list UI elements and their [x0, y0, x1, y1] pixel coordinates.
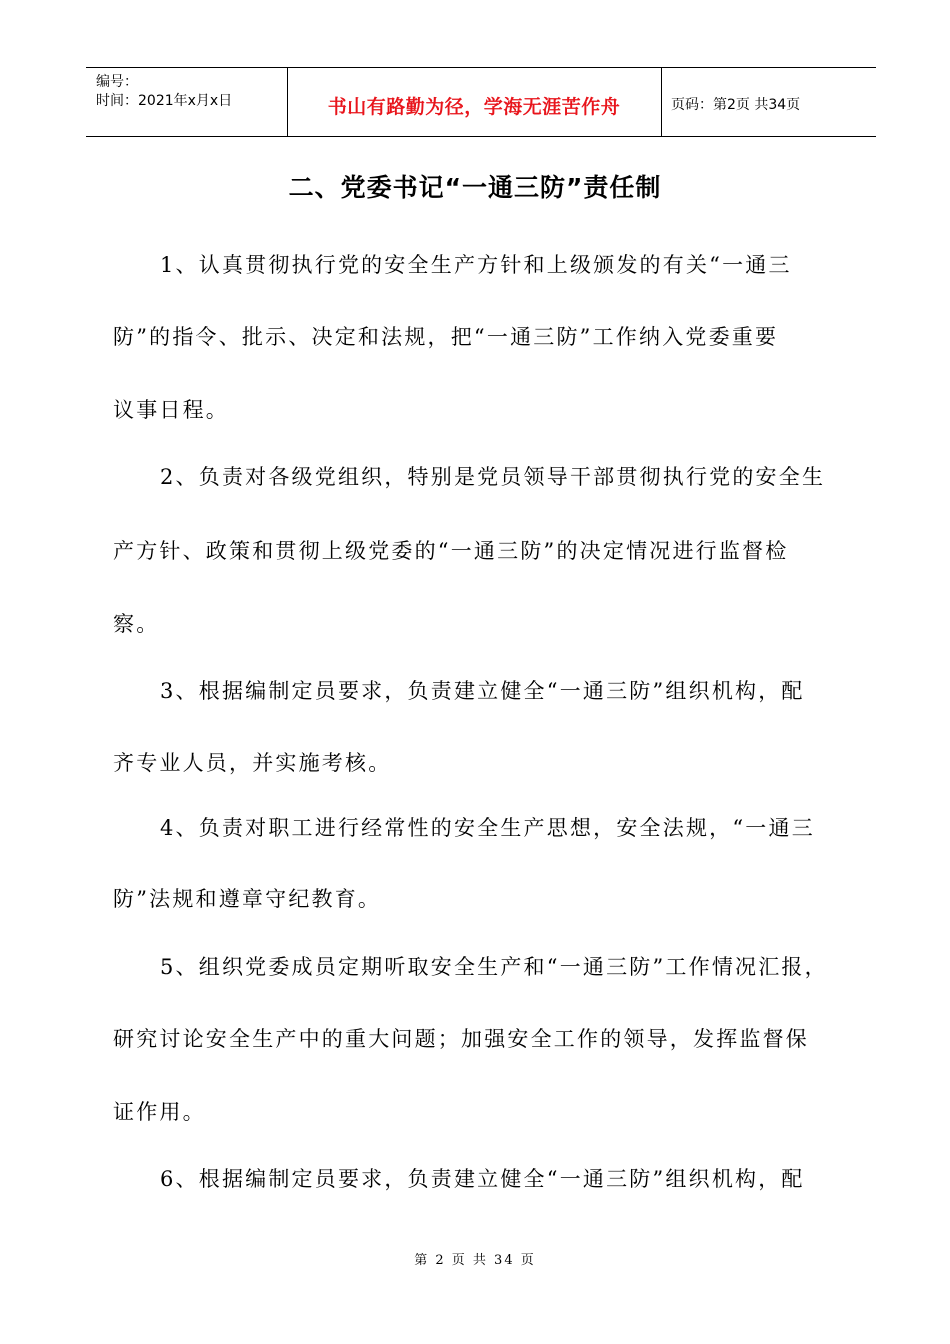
paragraph-6-line-1: 6、根据编制定员要求，负责建立健全“一通三防”组织机构，配 — [160, 1167, 805, 1191]
header-page-cell — [661, 68, 876, 136]
motto-text: 书山有路勤为径，学海无涯苦作舟 — [327, 96, 621, 118]
number-label: 编号： — [96, 74, 138, 90]
paragraph-1-line-3: 议事日程。 — [113, 398, 229, 422]
paragraph-3-line-1: 3、根据编制定员要求，负责建立健全“一通三防”组织机构，配 — [160, 679, 805, 703]
paragraph-1-line-2: 防”的指令、批示、决定和法规，把“一通三防”工作纳入党委重要 — [113, 325, 779, 349]
header-table — [86, 67, 876, 137]
page-info: 页码：第2页 共34页 — [671, 97, 801, 113]
document-title: 二、党委书记“一通三防”责任制 — [288, 173, 662, 202]
paragraph-3-line-2: 齐专业人员，并实施考核。 — [113, 751, 392, 775]
paragraph-5-line-2: 研究讨论安全生产中的重大问题；加强安全工作的领导，发挥监督保 — [113, 1027, 809, 1051]
paragraph-4-line-2: 防”法规和遵章守纪教育。 — [113, 887, 382, 911]
paragraph-2-line-2: 产方针、政策和贯彻上级党委的“一通三防”的决定情况进行监督检 — [113, 539, 789, 563]
paragraph-5-line-3: 证作用。 — [113, 1100, 206, 1124]
paragraph-5-line-1: 5、组织党委成员定期听取安全生产和“一通三防”工作情况汇报， — [160, 955, 828, 979]
page-footer: 第 2 页 共 34 页 — [414, 1253, 536, 1268]
paragraph-4-line-1: 4、负责对职工进行经常性的安全生产思想，安全法规，“一通三 — [160, 816, 815, 840]
paragraph-2-line-3: 察。 — [113, 612, 160, 636]
paragraph-2-line-1: 2、负责对各级党组织，特别是党员领导干部贯彻执行党的安全生 — [160, 465, 826, 489]
paragraph-1-line-1: 1、认真贯彻执行党的安全生产方针和上级颁发的有关“一通三 — [160, 253, 792, 277]
header-meta-cell — [86, 68, 288, 136]
header-motto-cell — [287, 68, 662, 136]
time-label: 时间：2021年x月x日 — [96, 93, 233, 109]
